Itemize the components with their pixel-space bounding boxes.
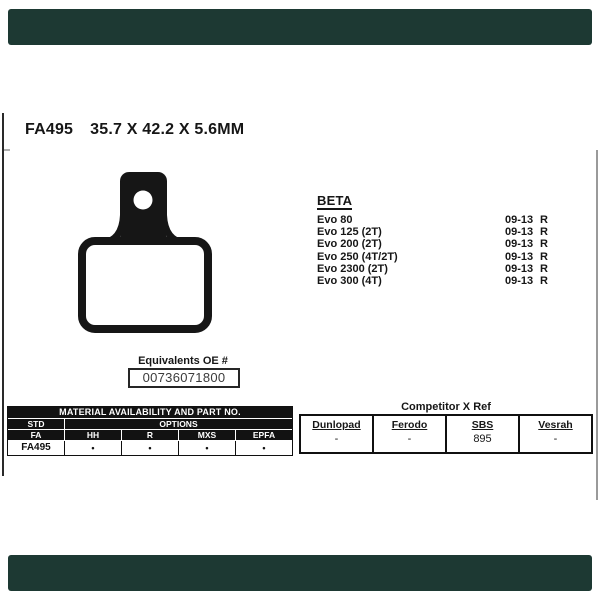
option-column-mxs: MXS <box>179 430 236 440</box>
competitor-column <box>520 416 591 452</box>
competitor-name: SBS <box>471 419 494 431</box>
competitor-column <box>301 416 374 452</box>
competitor-part: - <box>553 433 558 445</box>
competitor-name: Ferodo <box>391 419 428 431</box>
right-page-border <box>596 150 598 500</box>
model-name: Evo 125 (2T) <box>317 226 382 239</box>
option-column-epfa: EPFA <box>252 430 276 440</box>
material-table-part-row <box>8 441 292 455</box>
page-title <box>25 121 244 139</box>
competitor-column <box>447 416 520 452</box>
option-column-r: R <box>122 430 179 440</box>
brake-pad-diagram <box>75 169 215 337</box>
model-name: Evo 200 (2T) <box>317 238 382 251</box>
material-table-columns-row <box>8 430 292 441</box>
compound-code: R <box>540 238 548 251</box>
fitment-row <box>317 275 553 287</box>
model-name: Evo 300 (4T) <box>317 274 382 287</box>
model-name: Evo 2300 (2T) <box>317 262 388 275</box>
compound-code: R <box>540 226 548 239</box>
pad-body-outline <box>82 241 208 329</box>
options-column-header: OPTIONS <box>159 419 198 429</box>
part-dimensions: 35.7 X 42.2 X 5.6MM <box>90 121 245 138</box>
year-range: 09-13 <box>505 262 534 275</box>
fitment-row <box>317 214 553 226</box>
compound-code: R <box>540 274 548 287</box>
option-value-epfa: • <box>262 443 266 453</box>
year-range: 09-13 <box>505 274 534 287</box>
year-range: 09-13 <box>505 238 534 251</box>
fitment-row <box>317 226 553 238</box>
competitor-column <box>374 416 447 452</box>
part-number: FA495 <box>25 121 74 138</box>
top-banner-bar <box>8 9 592 45</box>
fitment-row <box>317 238 553 250</box>
pad-mounting-hole <box>134 191 153 210</box>
option-value-mxs: • <box>179 441 236 455</box>
oe-equivalents-heading: Equivalents OE # <box>118 351 248 370</box>
std-column-header: STD <box>8 419 65 429</box>
competitor-part: 895 <box>473 433 492 445</box>
year-range: 09-13 <box>505 214 534 226</box>
competitor-xref-heading: Competitor X Ref <box>299 397 593 416</box>
bottom-banner-bar <box>8 555 592 591</box>
competitor-name: Dunlopad <box>312 419 361 431</box>
material-table-group-row <box>8 419 292 430</box>
scan-artifact-dash <box>4 149 10 151</box>
model-name: Evo 80 <box>317 214 353 226</box>
fitment-section <box>317 192 553 287</box>
compound-code: R <box>540 262 548 275</box>
part-number-cell: FA495 <box>8 441 65 455</box>
compound-code: R <box>540 214 548 226</box>
fitment-row <box>317 263 553 275</box>
competitor-part: - <box>334 433 339 445</box>
year-range: 09-13 <box>505 226 534 239</box>
material-table-header: MATERIAL AVAILABILITY AND PART NO. <box>8 407 292 419</box>
fa-column-header: FA <box>8 430 65 440</box>
competitor-part: - <box>407 433 412 445</box>
pad-tab-fillet-right <box>167 215 186 240</box>
competitor-name: Vesrah <box>538 419 573 431</box>
fitment-row <box>317 251 553 263</box>
year-range: 09-13 <box>505 250 534 263</box>
option-value-hh: • <box>65 441 122 455</box>
model-name: Evo 250 (4T/2T) <box>317 250 398 263</box>
make-heading: BETA <box>317 193 353 208</box>
left-page-border <box>2 113 4 476</box>
oe-number-box: 00736071800 <box>128 368 240 388</box>
compound-code: R <box>540 250 548 263</box>
option-value-r: • <box>122 441 179 455</box>
material-availability-table <box>7 406 293 456</box>
pad-tab-fillet-left <box>101 215 120 240</box>
option-column-hh: HH <box>65 430 122 440</box>
competitor-xref-table <box>299 414 593 454</box>
